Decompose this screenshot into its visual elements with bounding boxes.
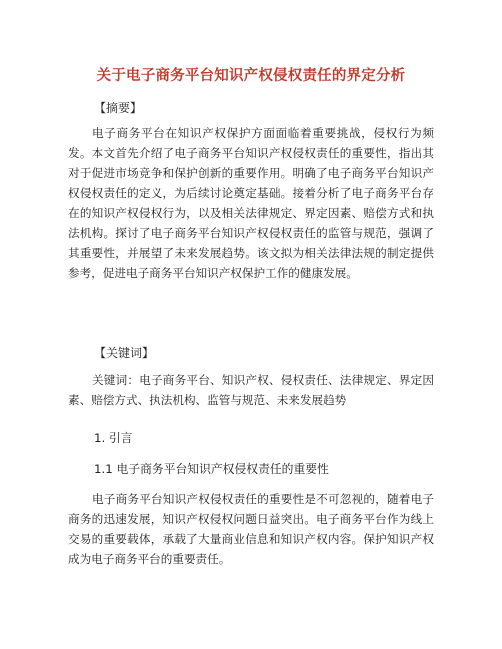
section-1-1-heading: 1.1 电子商务平台知识产权侵权责任的重要性 [94, 462, 329, 476]
abstract-paragraph: 电子商务平台在知识产权保护方面面临着重要挑战，侵权行为频发。本文首先介绍了电子商务平台知识产权侵权责任的重要性，指出其对于促进市场竞争和保护创新的重要作用。明确了电子商务平台知识产权侵权责任的定义，为后续讨论奠定基础。接着分析了电子商务平台存在的知识产权侵权行为，以及相关法律规定、界定因素、赔偿方式和执法机构。探讨了电子商务平台知识产权侵权责任的监管与规范，强调了其重要性，并展望了未来发展趋势。该文拟为相关法律法规的制定提供参考，促进电子商务平台知识产权保护工作的健康发展。 [68, 126, 434, 280]
abstract-label: 【摘要】 [94, 101, 143, 115]
section-1-heading: 1. 引言 [94, 431, 133, 445]
keywords-paragraph: 关键词：电子商务平台、知识产权、侵权责任、法律规定、界定因素、赔偿方式、执法机构、监管与规范、未来发展趋势 [68, 373, 434, 407]
section-1-1-paragraph: 电子商务平台知识产权侵权责任的重要性是不可忽视的，随着电子商务的迅速发展，知识产权侵权问题日益突出。电子商务平台作为线上交易的重要载体，承载了大量商业信息和知识产权内容。保护知识产权成为电子商务平台的重要责任。 [68, 492, 434, 566]
document-title: 关于电子商务平台知识产权侵权责任的界定分析 [96, 68, 406, 84]
keywords-label: 【关键词】 [94, 346, 155, 360]
